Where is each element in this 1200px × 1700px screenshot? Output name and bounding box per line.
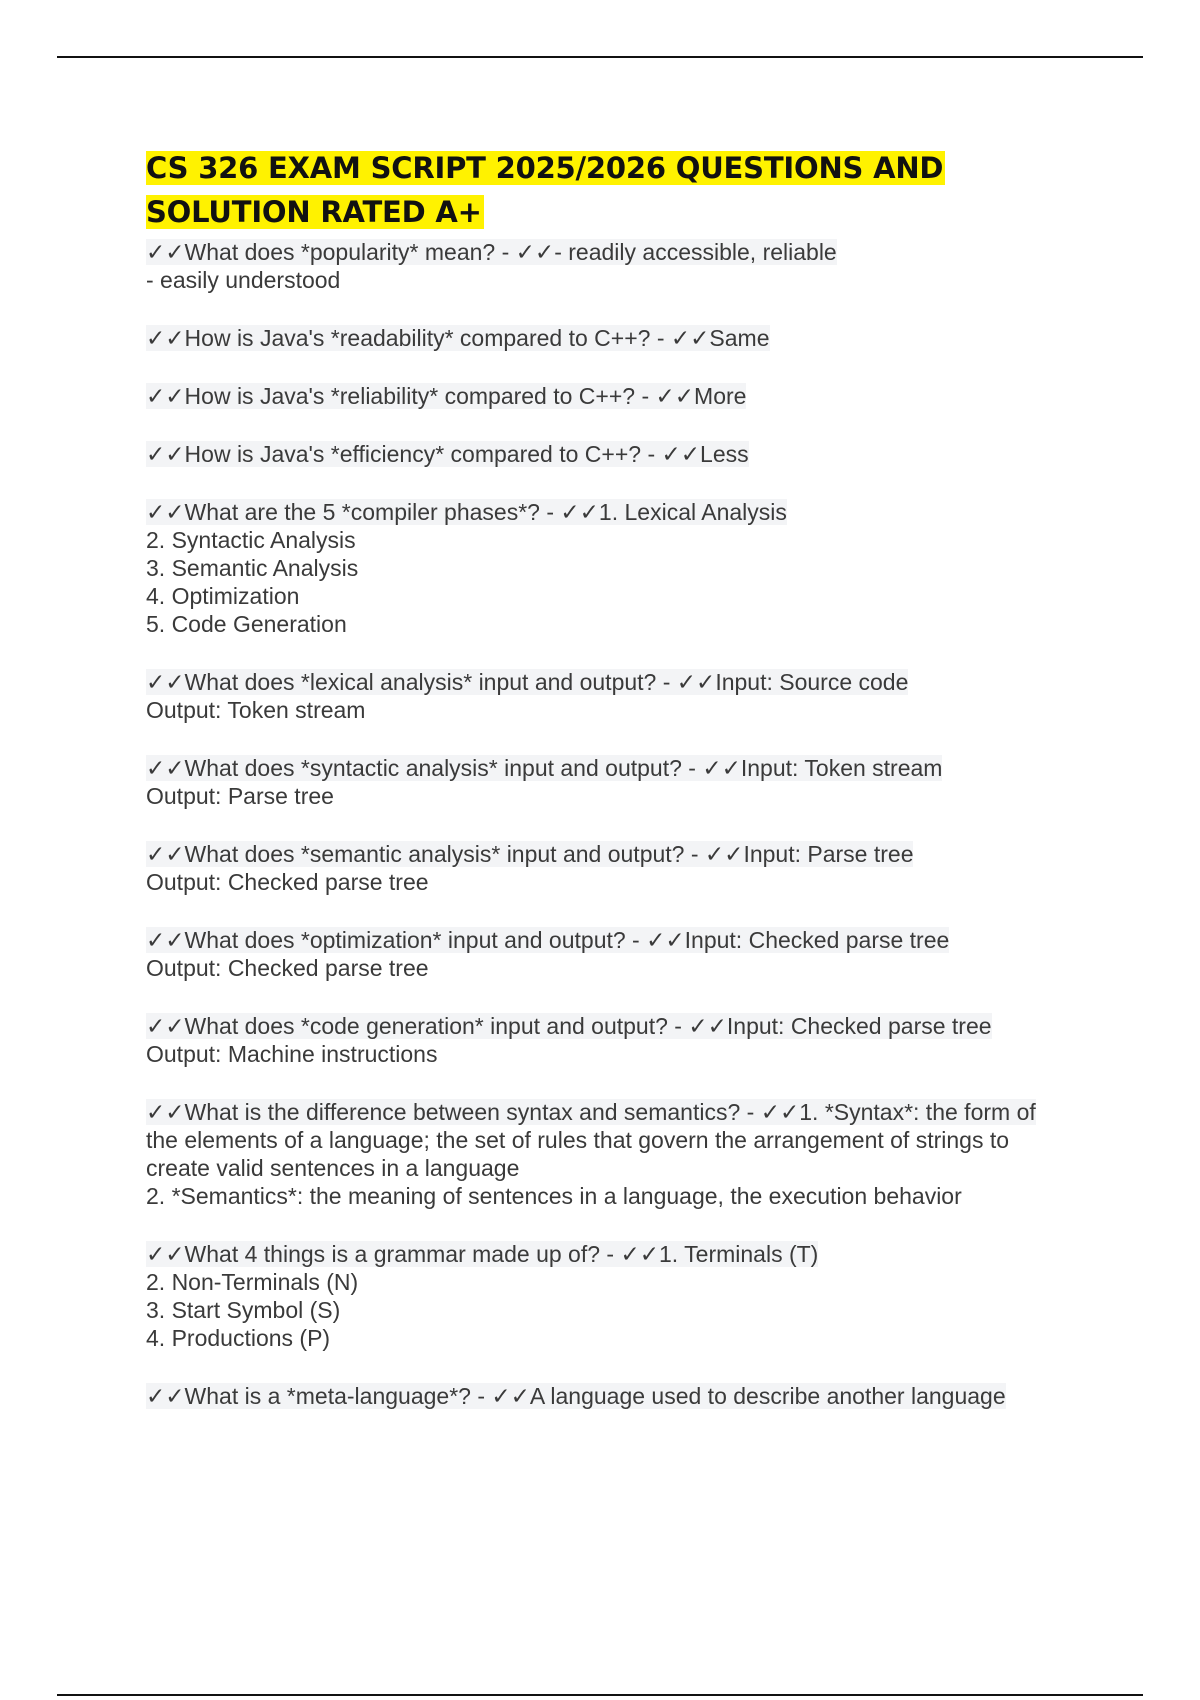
- qa-line: - easily understood: [146, 267, 341, 293]
- qa-line: ✓✓What are the 5 *compiler phases*? - ✓✓1. Lexical Analysis: [146, 499, 787, 525]
- qa-line: 2. Syntactic Analysis: [146, 527, 356, 553]
- qa-item-compiler-phases: [146, 498, 1106, 638]
- qa-line: Output: Parse tree: [146, 783, 334, 809]
- qa-item-lexical-analysis: [146, 668, 1106, 724]
- top-rule: [57, 56, 1143, 58]
- qa-line: Output: Checked parse tree: [146, 869, 429, 895]
- qa-line: ✓✓What 4 things is a grammar made up of? - ✓✓1. Terminals (T): [146, 1241, 819, 1267]
- qa-line: Output: Checked parse tree: [146, 955, 429, 981]
- qa-item-syntactic-analysis: [146, 754, 1106, 810]
- qa-line: 2. Non-Terminals (N): [146, 1269, 359, 1295]
- qa-line: 2. *Semantics*: the meaning of sentences in a language, the execution behavior: [146, 1183, 962, 1209]
- qa-line: ✓✓What does *lexical analysis* input and output? - ✓✓Input: Source code: [146, 669, 909, 695]
- qa-list: [146, 238, 1106, 1410]
- qa-item-readability: [146, 324, 1106, 352]
- qa-line: ✓✓How is Java's *reliability* compared to C++? - ✓✓More: [146, 383, 747, 409]
- title-line-2: SOLUTION RATED A+: [146, 195, 482, 229]
- qa-line: ✓✓What does *syntactic analysis* input and output? - ✓✓Input: Token stream: [146, 755, 943, 781]
- qa-item-syntax-vs-semantics: [146, 1098, 1106, 1210]
- qa-item-grammar-parts: [146, 1240, 1106, 1352]
- qa-line: ✓✓What does *optimization* input and output? - ✓✓Input: Checked parse tree: [146, 927, 950, 953]
- qa-line: Output: Token stream: [146, 697, 366, 723]
- qa-line: 5. Code Generation: [146, 611, 347, 637]
- qa-line: ✓✓How is Java's *readability* compared to C++? - ✓✓Same: [146, 325, 770, 351]
- qa-line: ✓✓What is a *meta-language*? - ✓✓A language used to describe another language: [146, 1383, 1006, 1409]
- qa-item-meta-language: [146, 1382, 1106, 1410]
- document-title: [146, 146, 1106, 234]
- qa-line: create valid sentences in a language: [146, 1155, 520, 1181]
- qa-line: ✓✓What does *code generation* input and output? - ✓✓Input: Checked parse tree: [146, 1013, 992, 1039]
- bottom-rule: [57, 1694, 1143, 1696]
- qa-item-code-generation: [146, 1012, 1106, 1068]
- document-body: [146, 146, 1106, 1440]
- qa-line: ✓✓What does *popularity* mean? - ✓✓- readily accessible, reliable: [146, 239, 837, 265]
- qa-line: 3. Start Symbol (S): [146, 1297, 341, 1323]
- qa-line: 4. Productions (P): [146, 1325, 331, 1351]
- qa-line: the elements of a language; the set of rules that govern the arrangement of strings to: [146, 1127, 1010, 1153]
- qa-line: ✓✓What does *semantic analysis* input and output? - ✓✓Input: Parse tree: [146, 841, 914, 867]
- qa-item-reliability: [146, 382, 1106, 410]
- qa-line: 3. Semantic Analysis: [146, 555, 359, 581]
- qa-line: 4. Optimization: [146, 583, 300, 609]
- qa-line: ✓✓What is the difference between syntax and semantics? - ✓✓1. *Syntax*: the form of: [146, 1099, 1036, 1125]
- qa-item-optimization: [146, 926, 1106, 982]
- qa-item-popularity: [146, 238, 1106, 294]
- qa-line: ✓✓How is Java's *efficiency* compared to C++? - ✓✓Less: [146, 441, 749, 467]
- qa-line: Output: Machine instructions: [146, 1041, 438, 1067]
- qa-item-efficiency: [146, 440, 1106, 468]
- title-line-1: CS 326 EXAM SCRIPT 2025/2026 QUESTIONS AND: [146, 151, 944, 185]
- qa-item-semantic-analysis: [146, 840, 1106, 896]
